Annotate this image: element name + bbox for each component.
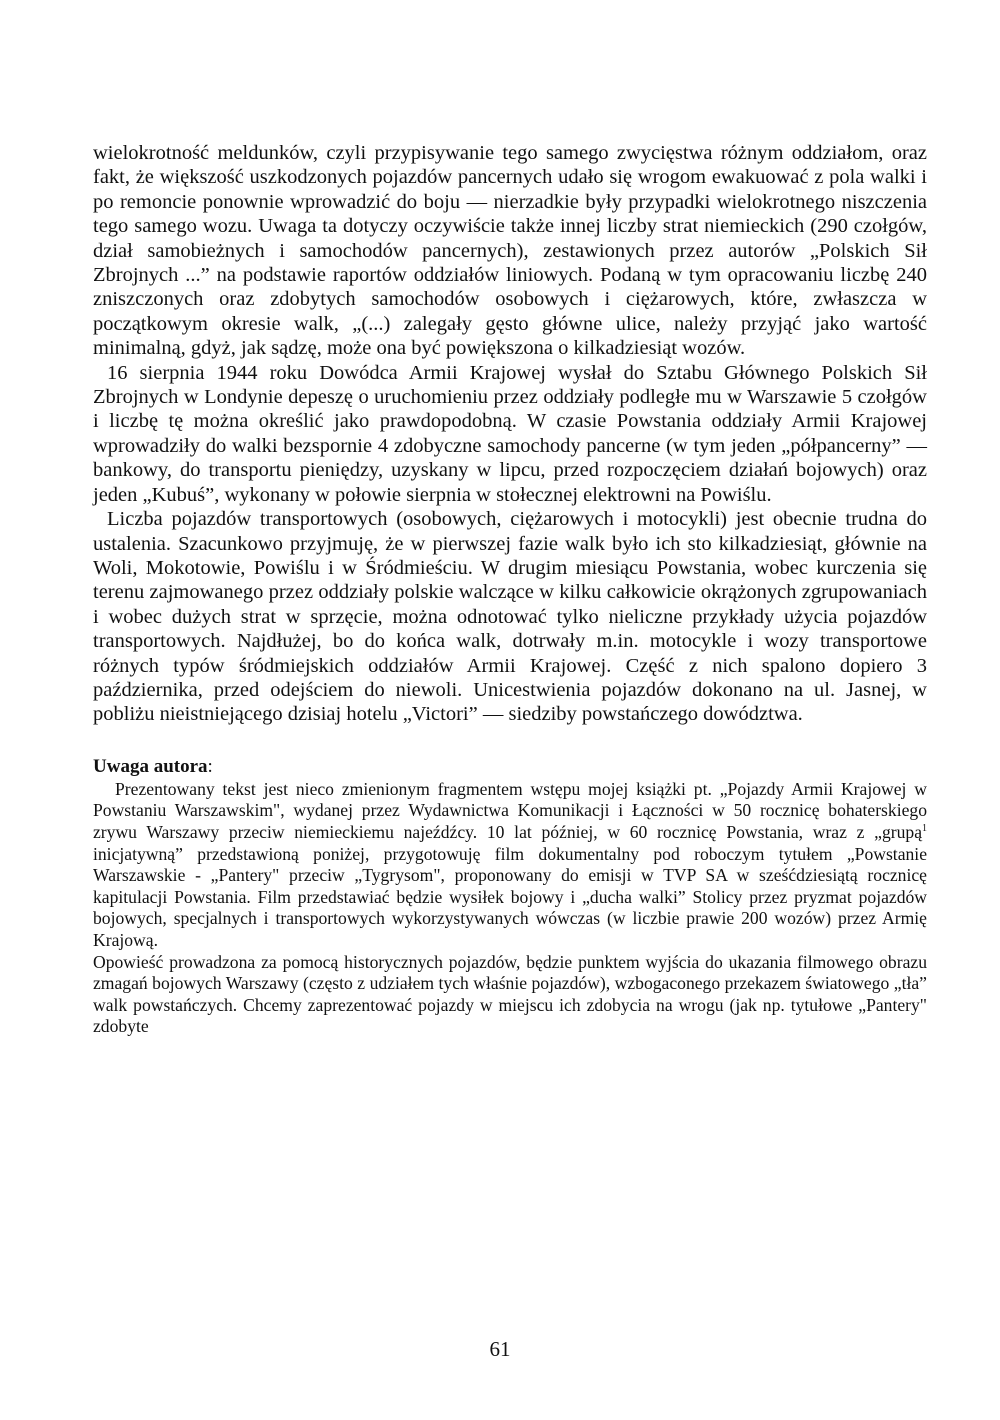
page-number: 61: [489, 1337, 511, 1361]
author-note-heading-colon: :: [207, 755, 213, 777]
page-body: [93, 141, 927, 1038]
author-note-paragraph-1: [93, 779, 927, 952]
paragraph-3: Liczba pojazdów transportowych (osobowych, ciężarowych i motocykli) jest obecnie trudna do ustalenia. Szacunkowo przyjmuję, że w pierwszej fazie walk było ich sto kilkadziesiąt, głównie na Woli, Mokotowie, Powiślu i w Śródmieściu. W drugim miesiącu Powstania, wobec kurczenia się terenu zajmowanego przez oddziały polskie walczące w kilku całkowicie okrążonych zgrupowaniach i wobec dużych strat w sprzęcie, można odnotować tylko nieliczne przykłady użycia pojazdów transportowych. Najdłużej, bo do końca walk, dotrwały m.in. motocykle i wozy transportowe różnych typów śródmiejskich oddziałów Armii Krajowej. Część z nich spalono dopiero 3 października, przed odejściem do niewoli. Unicestwienia pojazdów dokonano na ul. Jasnej, w pobliżu nieistniejącego dzisiaj hotelu „Victori” — siedziby powstańczego dowództwa.: [93, 508, 927, 726]
main-text: [93, 141, 927, 727]
author-note-text-a: Prezentowany tekst jest nieco zmienionym fragmentem wstępu mojej książki pt. „Pojazdy Armii Krajowej w Powstaniu Warszawskim", wydanej przez Wydawnictwa Komunikacji i Łączności w 50 rocznicę bohaterskiego zrywu Warszawy przeciw niemieckiemu najeźdźcy. 10 lat później, w 60 rocznicę Powstania, wraz z „grupą: [93, 778, 927, 842]
author-note: [93, 779, 927, 1038]
author-note-heading-text: Uwaga autora: [93, 755, 208, 777]
author-note-paragraph-2: Opowieść prowadzona za pomocą historycznych pojazdów, będzie punktem wyjścia do ukazania filmowego obrazu zmagań bojowych Warszawy (często z udziałem tych właśnie pojazdów), wzbogaconego przekazem światowego „tła” walk powstańczych. Chcemy zaprezentować pojazdy w miejscu ich zdobycia na wrogu (jak np. tytułowe „Pantery" zdobyte: [93, 951, 927, 1037]
footnote-marker: 1: [922, 823, 927, 835]
author-note-text-b: inicjatywną” przedstawioną poniżej, przygotowuję film dokumentalny pod roboczym tytułem „Powstanie Warszawskie - „Pantery" przeciw „Tygrysom", proponowany do emisji w TVP SA w sześćdziesiątą rocznicę kapitulacji Powstania. Film przedstawiać będzie wysiłek bojowy i „ducha walki” Stolicy przez pryzmat pojazdów bojowych, specjalnych i transportowych wykorzystywanych wówczas (w liczbie prawie 200 wozów) przez Armię Krajową.: [93, 843, 927, 950]
paragraph-1: wielokrotność meldunków, czyli przypisywanie tego samego zwycięstwa różnym oddziałom, oraz fakt, że większość uszkodzonych pojazdów pancernych udało się wrogom ewakuować z pola walki i po remoncie ponownie wprowadzić do boju — nierzadkie były przypadki wielokrotnego niszczenia tego samego wozu. Uwaga ta dotyczy oczywiście także innej liczby strat niemieckich (290 czołgów, dział samobieżnych i samochodów pancernych), zestawionych przez autorów „Polskich Sił Zbrojnych ...” na podstawie raportów oddziałów liniowych. Podaną w tym opracowaniu liczbę 240 zniszczonych oraz zdobytych samochodów osobowych i ciężarowych, które, zwłaszcza w początkowym okresie walk, „(...) zalegały gęsto główne ulice, należy przyjąć jako wartość minimalną, gdyż, jak sądzę, może ona być powiększona o kilkadziesiąt wozów.: [93, 142, 927, 360]
paragraph-2: 16 sierpnia 1944 roku Dowódca Armii Krajowej wysłał do Sztabu Głównego Polskich Sił Zbrojnych w Londynie depeszę o uruchomieniu przez oddziały podległe mu w Warszawie 5 czołgów i liczbę tę można określić jako prawdopodobną. W czasie Powstania oddziały Armii Krajowej wprowadziły do walki bezspornie 4 zdobyczne samochody pancerne (w tym jeden „półpancerny” — bankowy, do transportu pieniędzy, uzyskany w lipcu, przed rozpoczęciem działań bojowych) oraz jeden „Kubuś”, wykonany w połowie sierpnia w stołecznej elektrowni na Powiślu.: [93, 361, 927, 506]
author-note-heading: [93, 755, 927, 779]
